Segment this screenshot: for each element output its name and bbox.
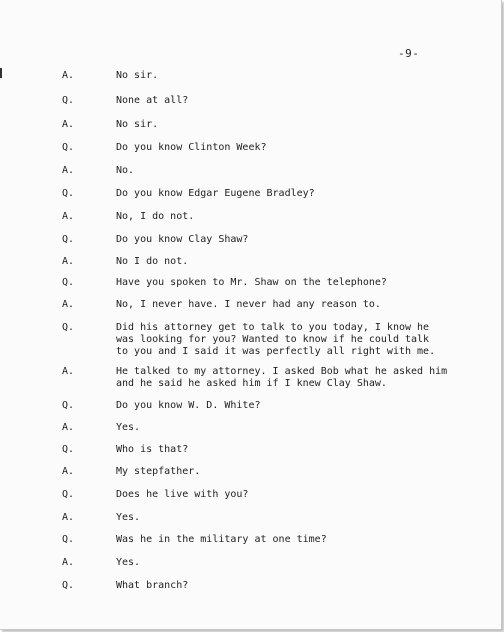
speaker-label: A. xyxy=(62,466,75,477)
speaker-label: Q. xyxy=(62,444,75,455)
line-text: Who is that? xyxy=(116,444,189,455)
speaker-label: A. xyxy=(62,366,75,377)
speaker-label: Q. xyxy=(62,534,75,545)
speaker-label: A. xyxy=(62,299,75,310)
line-text: Do you know Edgar Eugene Bradley? xyxy=(116,188,315,199)
line-text: Have you spoken to Mr. Shaw on the telephone? xyxy=(116,277,387,288)
line-text: Yes. xyxy=(116,422,141,433)
line-text: Do you know W. D. White? xyxy=(116,400,261,411)
line-text: No, I do not. xyxy=(116,211,195,222)
line-text: Does he live with you? xyxy=(116,489,249,500)
line-text: No sir. xyxy=(116,70,159,81)
line-text: Do you know Clay Shaw? xyxy=(116,234,249,245)
speaker-label: Q. xyxy=(62,489,75,500)
speaker-label: A. xyxy=(62,119,75,130)
speaker-label: Q. xyxy=(62,277,75,288)
line-text: No sir. xyxy=(116,119,159,130)
speaker-label: Q. xyxy=(62,142,75,153)
speaker-label: A. xyxy=(62,256,75,267)
speaker-label: A. xyxy=(62,165,75,176)
line-text: He talked to my attorney. I asked Bob what he asked him and he said he asked him if I knew Clay Shaw. xyxy=(116,366,448,389)
speaker-label: Q. xyxy=(62,580,75,591)
speaker-label: A. xyxy=(62,211,75,222)
line-text: Do you know Clinton Week? xyxy=(116,142,267,153)
line-text: My stepfather. xyxy=(116,466,201,477)
speaker-label: Q. xyxy=(62,400,75,411)
margin-mark xyxy=(0,68,2,78)
line-text: No I do not. xyxy=(116,256,189,267)
speaker-label: A. xyxy=(62,70,75,81)
speaker-label: A. xyxy=(62,512,75,523)
speaker-label: Q. xyxy=(62,95,75,106)
speaker-label: Q. xyxy=(62,234,75,245)
line-text: Was he in the military at one time? xyxy=(116,534,327,545)
line-text: No, I never have. I never had any reason to. xyxy=(116,299,381,310)
speaker-label: Q. xyxy=(62,322,75,333)
speaker-label: A. xyxy=(62,422,75,433)
line-text: None at all? xyxy=(116,95,189,106)
line-text: Yes. xyxy=(116,557,141,568)
page-number: -9- xyxy=(398,47,420,60)
speaker-label: A. xyxy=(62,557,75,568)
speaker-label: Q. xyxy=(62,188,75,199)
line-text: No. xyxy=(116,165,135,176)
line-text: Yes. xyxy=(116,512,141,523)
line-text: Did his attorney get to talk to you today, I know he was looking for you? Wanted to know if he could talk to you and I said it was perfectly all right with me. xyxy=(116,322,436,357)
line-text: What branch? xyxy=(116,580,189,591)
